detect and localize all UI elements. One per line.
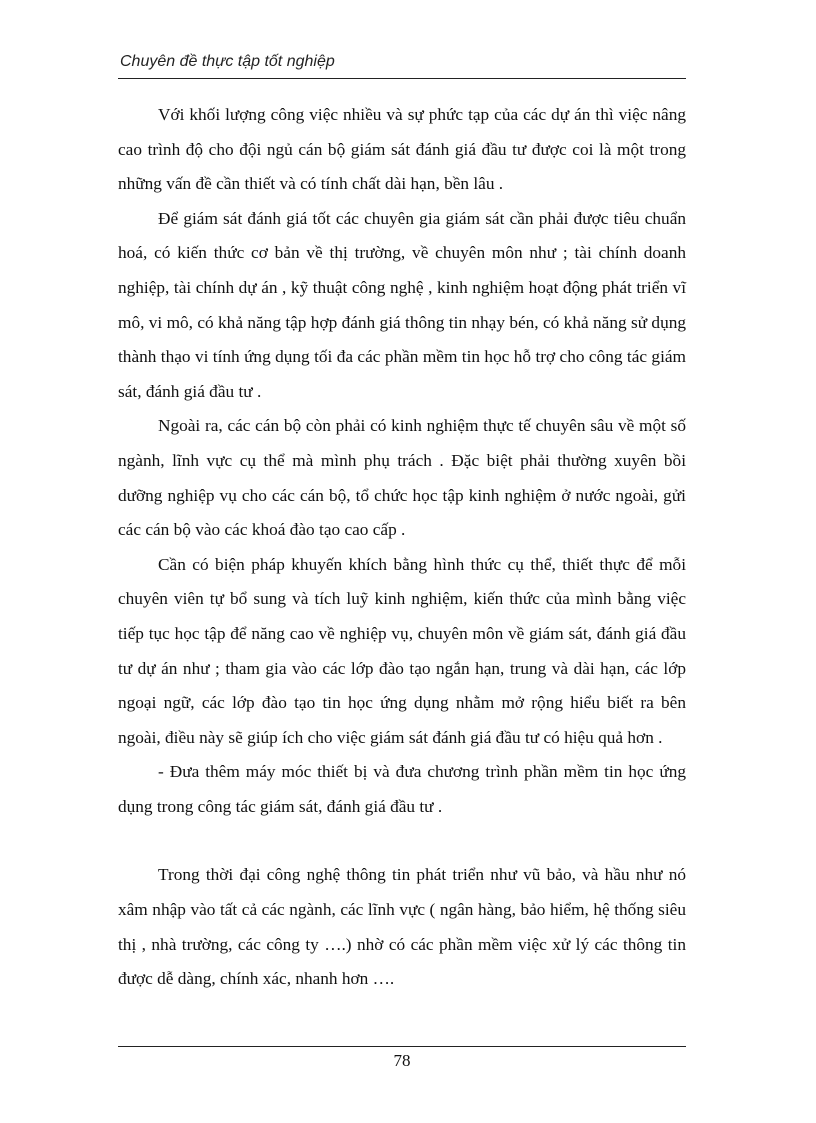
paragraph-information-technology: Trong thời đại công nghệ thông tin phát triển như vũ bảo, và hầu như nó xâm nhập vào tất cả các ngành, các lĩnh vực ( ngân hàng, bảo hiểm, hệ thống siêu thị , nhà trường, các công ty ….) nhờ có các phần mềm việc xử lý các thông tin được dễ dàng, chính xác, nhanh hơn …. — [118, 865, 686, 989]
paragraph-incentives: Cần có biện pháp khuyến khích bằng hình thức cụ thể, thiết thực để mỗi chuyên viên tự bổ sung và tích luỹ kinh nghiệm, kiến thức của mình bằng việc tiếp tục học tập để năng cao về nghiệp vụ, chuyên môn về giám sát, đánh giá đầu tư dự án như ; tham gia vào các lớp đào tạo ngắn hạn, trung và dài hạn, các lớp ngoại ngữ, các lớp đào tạo tin học ứng dụng nhằm mở rộng hiểu biết ra bên ngoài, điều này sẽ giúp ích cho việc giám sát đánh giá đầu tư có hiệu quả hơn . — [118, 554, 686, 747]
header-title: Chuyên đề thực tập tốt nghiệp — [120, 53, 335, 70]
page-footer — [118, 1046, 686, 1071]
document-body — [118, 98, 686, 997]
paragraph-equipment: - Đưa thêm máy móc thiết bị và đưa chương trình phần mềm tin học ứng dụng trong công tác giám sát, đánh giá đầu tư . — [118, 762, 686, 816]
paragraph-training: Với khối lượng công việc nhiều và sự phức tạp của các dự án thì việc nâng cao trình độ cho đội ngủ cán bộ giám sát đánh giá đầu tư được coi là một trong những vấn đề cần thiết và có tính chất dài hạn, bền lâu . — [118, 105, 686, 194]
paragraph-expert-standards: Để giám sát đánh giá tốt các chuyên gia giám sát cần phải được tiêu chuẩn hoá, có kiến thức cơ bản về thị trường, về chuyên môn như ; tài chính doanh nghiệp, tài chính dự án , kỹ thuật công nghệ , kinh nghiệm hoạt động phát triển vĩ mô, vi mô, có khả năng tập hợp đánh giá thông tin nhạy bén, có khả năng sử dụng thành thạo vi tính ứng dụng tối đa các phần mềm tin học hỗ trợ cho công tác giám sát, đánh giá đầu tư . — [118, 208, 686, 401]
page-header — [118, 52, 686, 79]
page-number: 78 — [393, 1051, 411, 1070]
paragraph-experience: Ngoài ra, các cán bộ còn phải có kinh nghiệm thực tế chuyên sâu về một số ngành, lĩnh vực cụ thể mà mình phụ trách . Đặc biệt phải thường xuyên bồi dưỡng nghiệp vụ cho các cán bộ, tổ chức học tập kinh nghiệm ở nước ngoài, gửi các cán bộ vào các khoá đào tạo cao cấp . — [118, 416, 686, 540]
